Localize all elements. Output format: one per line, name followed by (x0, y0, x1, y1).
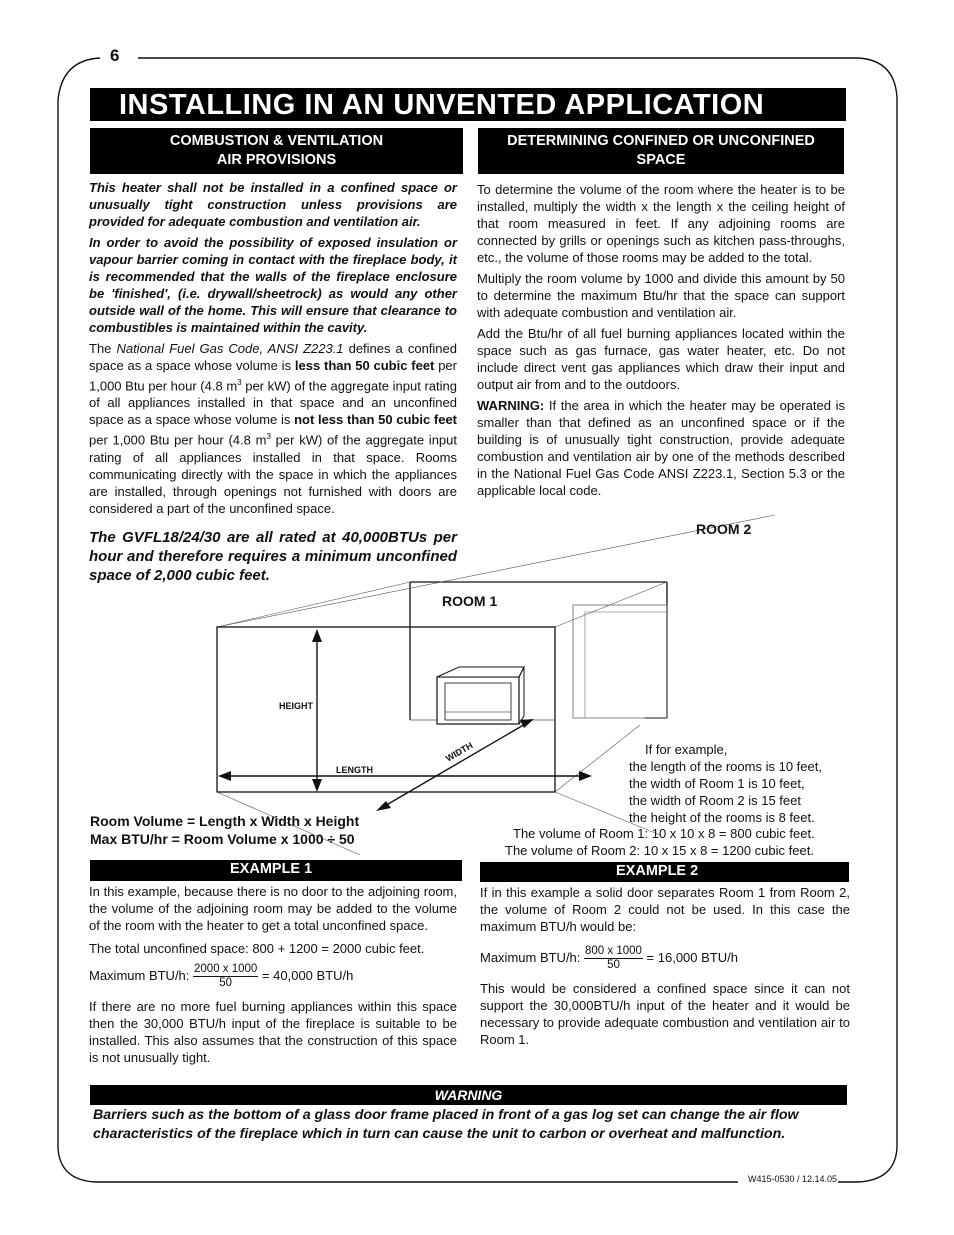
max-btu-paragraph: Multiply the room volume by 1000 and divide this amount by 50 to determine the maximum Btu/hr that the space can support with adequate combustion and ventilation air. (477, 271, 845, 320)
volume-formulas (90, 812, 359, 848)
example-line: the width of Room 2 is 15 feet (629, 793, 801, 808)
example-line: If for example, (645, 742, 728, 757)
room-2-volume: The volume of Room 2: 10 x 15 x 8 = 1200 cubic feet. (505, 843, 814, 858)
example-2-intro: If in this example a solid door separates Room 1 from Room 2, the volume of Room 2 could not be used. In this case the maximum BTU/h would be: (480, 885, 850, 934)
max-btu-formula: Max BTU/hr = Room Volume x 1000 ÷ 50 (90, 831, 355, 847)
example-1-total: The total unconfined space: 800 + 1200 = 2000 cubic feet. (89, 941, 425, 956)
example-1-body (89, 883, 457, 1070)
example-line: the width of Room 1 is 10 feet, (629, 776, 805, 791)
page-number: 6 (110, 46, 120, 65)
warning-heading: WARNING (90, 1085, 847, 1105)
room-volume-formula: Room Volume = Length x Width x Height (90, 813, 360, 829)
heading-line: SPACE (636, 152, 686, 168)
room-1-label: ROOM 1 (442, 593, 498, 609)
finished-walls-notice: In order to avoid the possibility of exposed insulation or vapour barrier coming in contact with the fireplace body, it is recommended that the walls of the fireplace enclosure be 'finished', (i.e. drywall/sheetrock) as would any other outside wall of the home. This will ensure that clearance to combustibles is maintained within the cavity. (89, 235, 457, 335)
warning-paragraph: WARNING: If the area in which the heater may be operated is smaller than that defined as an unconfined space or if the building is of unusually tight construction, provide adequate combustion and ventilation air by one of the methods described in the National Fuel Gas Code ANSI Z223.1, Section 5.3 or the applicable local code. (477, 398, 845, 498)
example-2-body (480, 884, 850, 1052)
warning-text: Barriers such as the bottom of a glass door frame placed in front of a gas log set can change the air flow characteristics of the fireplace which in turn can cause the unit to carbon or overheat and malfunction. (93, 1107, 799, 1142)
example-1-conclusion: If there are no more fuel burning appliances within this space then the 30,000 BTU/h input of the fireplace is suitable to be installed. This also assumes that the construction of this space is not unusually tight. (89, 999, 457, 1065)
rating-statement: The GVFL18/24/30 are all rated at 40,000BTUs per hour and therefore requires a minimum unconfined space of 2,000 cubic feet. (89, 529, 457, 584)
length-label: LENGTH (336, 765, 373, 775)
example-2-conclusion: This would be considered a confined space since it can not support the 30,000BTU/h input of the heater and it would be necessary to provide adequate combustion and ventilation air to Room 1. (480, 981, 850, 1047)
room-2-label: ROOM 2 (696, 521, 752, 537)
example-2-heading: EXAMPLE 2 (480, 862, 849, 882)
page-title: INSTALLING IN AN UNVENTED APPLICATION (90, 88, 846, 121)
example-values (629, 741, 822, 826)
document-id: W415-0530 / 12.14.05 (748, 1174, 838, 1184)
volume-paragraph: To determine the volume of the room where the heater is to be installed, multiply the width x the length x the ceiling height of that room measured in feet. If any adjoining rooms are connected by grills or openings such as kitchen pass-throughs, etc., the volume of those rooms may be added to the total. (477, 182, 845, 265)
confined-space-notice: This heater shall not be installed in a confined space or unusually tight construction unless provisions are provided for adequate combustion and ventilation air. (89, 180, 457, 229)
example-1-calculation: Maximum BTU/h: $\frac{2000 x 1000}{50}$ = 40,000 BTU/h (89, 963, 354, 989)
fuel-gas-code-paragraph: The National Fuel Gas Code, ANSI Z223.1 defines a confined space as a space whose volume is less than 50 cubic feet per 1,000 Btu per hour (4.8 $m^3$ per kW) of the aggregate input rating of all appliances installed in that space and an unconfined space as a space whose volume is not less than 50 cubic feet per 1,000 Btu per hour (4.8 $m^3$ per kW) of the aggregate input rating of all appliances installed in that space. Rooms communicating directly with the space in which the appliances are installed, through openings not furnished with doors are considered a part of the unconfined space. (89, 341, 458, 516)
width-label: WIDTH (444, 740, 475, 764)
appliances-paragraph: Add the Btu/hr of all fuel burning appliances located within the space such as gas furnace, gas water heater, etc. Do not include direct vent gas appliances which draw their input and output air from and to the outdoors. (477, 326, 845, 392)
example-line: the length of the rooms is 10 feet, (629, 759, 822, 774)
heading-line: COMBUSTION & VENTILATION (169, 133, 384, 149)
example-1-intro: In this example, because there is no door to the adjoining room, the volume of the adjoining room may be added to the volume of the room with the heater to get a total unconfined space. (89, 884, 457, 933)
example-2-calculation: Maximum BTU/h: $\frac{800 x 1000}{50}$ = 16,000 BTU/h (480, 945, 738, 971)
example-1-heading: EXAMPLE 1 (90, 860, 462, 881)
heading-line: DETERMINING CONFINED OR UNCONFINED (507, 133, 815, 149)
height-label: HEIGHT (279, 701, 314, 711)
example-line: the height of the rooms is 8 feet. (629, 810, 815, 825)
heading-line: AIR PROVISIONS (216, 152, 337, 168)
room-1-volume: The volume of Room 1: 10 x 10 x 8 = 800 cubic feet. (513, 826, 815, 841)
